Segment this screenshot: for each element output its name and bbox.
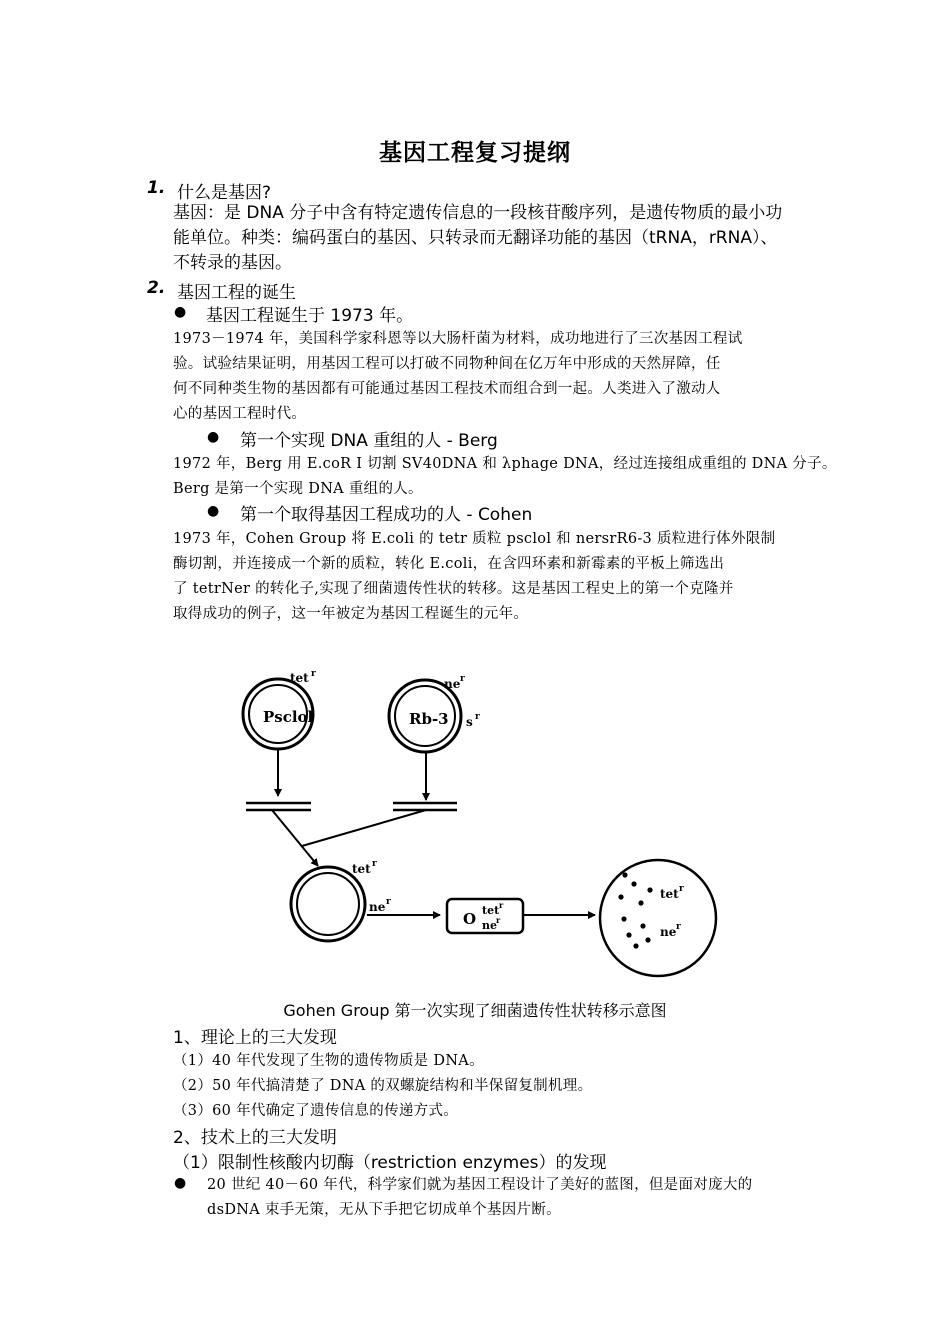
last-para-line-2: dsDNA 束手无策，无从下手把它切成单个基因片断。 [207, 1202, 561, 1218]
cut-bars-2 [393, 803, 457, 810]
section-1-line-3: 不转录的基因。 [173, 253, 292, 273]
discovery-item-1: （1）40 年代发现了生物的遗传物质是 DNA。 [173, 1053, 484, 1069]
plasmid-psclol-tet: tet [290, 671, 309, 685]
colonies [618, 872, 652, 948]
figure-caption: Gohen Group 第一次实现了细菌遗传性状转移示意图 [283, 1001, 667, 1020]
cell-tet: tet [482, 904, 500, 917]
plasmid-rb3 [389, 674, 480, 752]
last-para-line-1: 20 世纪 40－60 年代，科学家们就为基因工程设计了美好的蓝图，但是面对庞大的 [207, 1177, 753, 1193]
section-1-line-2: 能单位。种类：编码蛋白的基因、只转录而无翻译功能的基因（tRNA，rRNA）、 [173, 228, 778, 248]
inventions-heading: 2、技术上的三大发明 [173, 1128, 337, 1148]
bullet-1-text: 基因工程诞生于 1973 年。 [206, 306, 414, 326]
para-1-line-1: 1973－1974 年，美国科学家科恩等以大肠杆菌为材料，成功地进行了三次基因工程试 [173, 331, 743, 347]
cell-ne-sup: r [496, 915, 501, 925]
bullet-3-dot: ● [207, 503, 220, 519]
selection-plate [600, 860, 716, 976]
page-title: 基因工程复习提纲 [379, 140, 571, 166]
recombinant-tet-sup: r [372, 859, 377, 869]
para-3-line-3: 了 tetrNer 的转化子,实现了细菌遗传性状的转移。这是基因工程史上的第一个克隆并 [173, 581, 734, 597]
recombinant-ne-sup: r [386, 897, 391, 907]
join-line-2 [302, 810, 426, 846]
para-2-line-2: Berg 是第一个实现 DNA 重组的人。 [173, 481, 423, 497]
last-bullet-dot: ● [174, 1175, 187, 1191]
arrow-join-1 [272, 810, 318, 866]
section-1-number: 1. [147, 178, 166, 198]
para-3-line-2: 酶切割，并连接成一个新的质粒，转化 E.coli，在含四环素和新霉素的平板上筛选出 [173, 556, 725, 572]
plasmid-psclol-tet-sup: r [311, 669, 316, 679]
plate-tet: tet [660, 887, 679, 901]
recombinant-tet: tet [352, 862, 371, 876]
restriction-enzymes-heading: （1）限制性核酸内切酶（restriction enzymes）的发现 [173, 1153, 607, 1173]
section-1-heading: 什么是基因? [177, 183, 272, 203]
para-3-line-4: 取得成功的例子，这一年被定为基因工程诞生的元年。 [173, 606, 529, 622]
cut-bars-1 [246, 803, 311, 810]
section-2-heading: 基因工程的诞生 [177, 283, 296, 303]
cell-tet-sup: r [499, 900, 504, 910]
bullet-2-dot: ● [207, 429, 220, 445]
plasmid-psclol-label: Psclol [263, 708, 314, 726]
plasmid-rb3-ne: ne [444, 677, 461, 691]
plasmid-rb3-label: Rb-3 [409, 710, 449, 728]
discovery-item-2: （2）50 年代搞清楚了 DNA 的双螺旋结构和半保留复制机理。 [173, 1078, 593, 1094]
plate-ne-sup: r [676, 922, 681, 932]
cell-o-label: O [463, 910, 477, 928]
plasmid-rb3-s-sup: r [475, 712, 480, 722]
para-3-line-1: 1973 年，Cohen Group 将 E.coli 的 tetr 质粒 psclol 和 nersrR6-3 质粒进行体外限制 [173, 531, 776, 547]
bullet-1-dot: ● [174, 304, 187, 320]
transformed-cell [447, 899, 523, 933]
plate-ne: ne [660, 925, 677, 939]
para-1-line-3: 何不同种类生物的基因都有可能通过基因工程技术而组合到一起。人类进入了激动人 [173, 381, 721, 397]
para-1-line-4: 心的基因工程时代。 [173, 406, 307, 422]
plasmid-psclol [243, 669, 316, 749]
recombinant-ne: ne [369, 900, 386, 914]
para-2-line-1: 1972 年，Berg 用 E.coR Ⅰ 切割 SV40DNA 和 λphage DNA，经过连接组成重组的 DNA 分子。 [173, 456, 837, 472]
section-2-number: 2. [147, 278, 166, 298]
plasmid-rb3-ne-sup: r [460, 674, 465, 684]
cell-ne: ne [482, 919, 497, 932]
bullet-3-text: 第一个取得基因工程成功的人 - Cohen [240, 505, 533, 525]
plasmid-rb3-s: s [466, 715, 473, 729]
section-1-line-1: 基因：是 DNA 分子中含有特定遗传信息的一段核苷酸序列，是遗传物质的最小功 [173, 203, 783, 223]
recombinant-plasmid [291, 859, 391, 941]
plate-tet-sup: r [679, 884, 684, 894]
discoveries-heading: 1、理论上的三大发现 [173, 1028, 337, 1048]
para-1-line-2: 验。试验结果证明，用基因工程可以打破不同物种间在亿万年中形成的天然屏障，任 [173, 356, 721, 372]
bullet-2-text: 第一个实现 DNA 重组的人 - Berg [240, 431, 498, 451]
discovery-item-3: （3）60 年代确定了遗传信息的传递方式。 [173, 1103, 459, 1119]
